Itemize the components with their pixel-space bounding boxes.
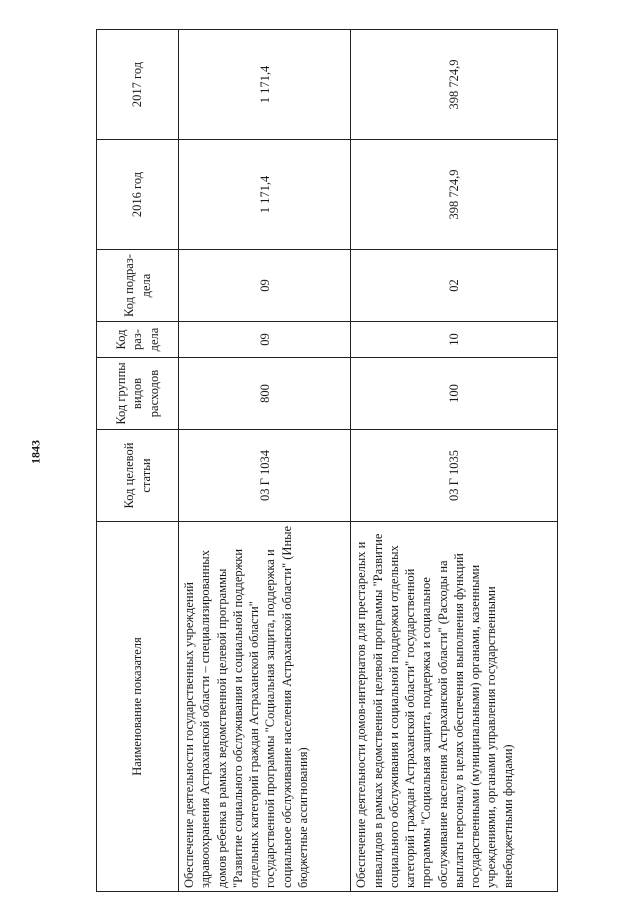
header-year-2016: 2016 год <box>97 140 179 250</box>
budget-table <box>96 29 558 892</box>
cell-amount-2017: 1 171,4 <box>179 30 351 140</box>
cell-amount-2017: 398 724,9 <box>351 30 558 140</box>
cell-indicator-name: Обеспечение деятельности домов-интернатов для престарелых и инвалидов в рамках ведомственной целевой программы "Развитие социального обслуживания и социальной поддержки отдельных категорий граждан Астраханской области" государственной программы "Социальная защита, поддержка и социальное обслуживание населения Астраханской области" (Расходы на выплаты персоналу в целях обеспечения выполнения функций государственными (муниципальными) органами, казенными учреждениями, органами управления государственными внебюджетными фондами) <box>351 522 558 892</box>
cell-indicator-name: Обеспечение деятельности государственных учреждений здравоохранения Астраханской области – специализированных домов ребенка в рамках ведомственной целевой программы "Развитие социального обслуживания и социальной поддержки отдельных категорий граждан Астраханской области" государственной программы "Социальная защита, поддержка и социальное обслуживание населения Астраханской области" (Иные бюджетные ассигнования) <box>179 522 351 892</box>
header-expense-group-code: Код группы видов расходов <box>97 358 179 430</box>
cell-expense-group-code: 100 <box>351 358 558 430</box>
header-indicator-name: Наименование показателя <box>97 522 179 892</box>
cell-target-article-code: 03 Г 1034 <box>179 430 351 522</box>
cell-subsection-code: 09 <box>179 250 351 322</box>
header-subsection-code: Код подраз-дела <box>97 250 179 322</box>
table-header-row <box>97 30 179 892</box>
header-section-code: Код раз-дела <box>97 322 179 358</box>
cell-expense-group-code: 800 <box>179 358 351 430</box>
header-target-article-code: Код целевой статьи <box>97 430 179 522</box>
header-year-2017: 2017 год <box>97 30 179 140</box>
cell-target-article-code: 03 Г 1035 <box>351 430 558 522</box>
cell-amount-2016: 1 171,4 <box>179 140 351 250</box>
rotated-content <box>96 30 558 892</box>
table-row <box>179 30 351 892</box>
table-row <box>351 30 558 892</box>
cell-section-code: 10 <box>351 322 558 358</box>
cell-amount-2016: 398 724,9 <box>351 140 558 250</box>
cell-section-code: 09 <box>179 322 351 358</box>
cell-subsection-code: 02 <box>351 250 558 322</box>
page-number: 1843 <box>28 440 43 464</box>
rotated-page <box>96 30 558 892</box>
